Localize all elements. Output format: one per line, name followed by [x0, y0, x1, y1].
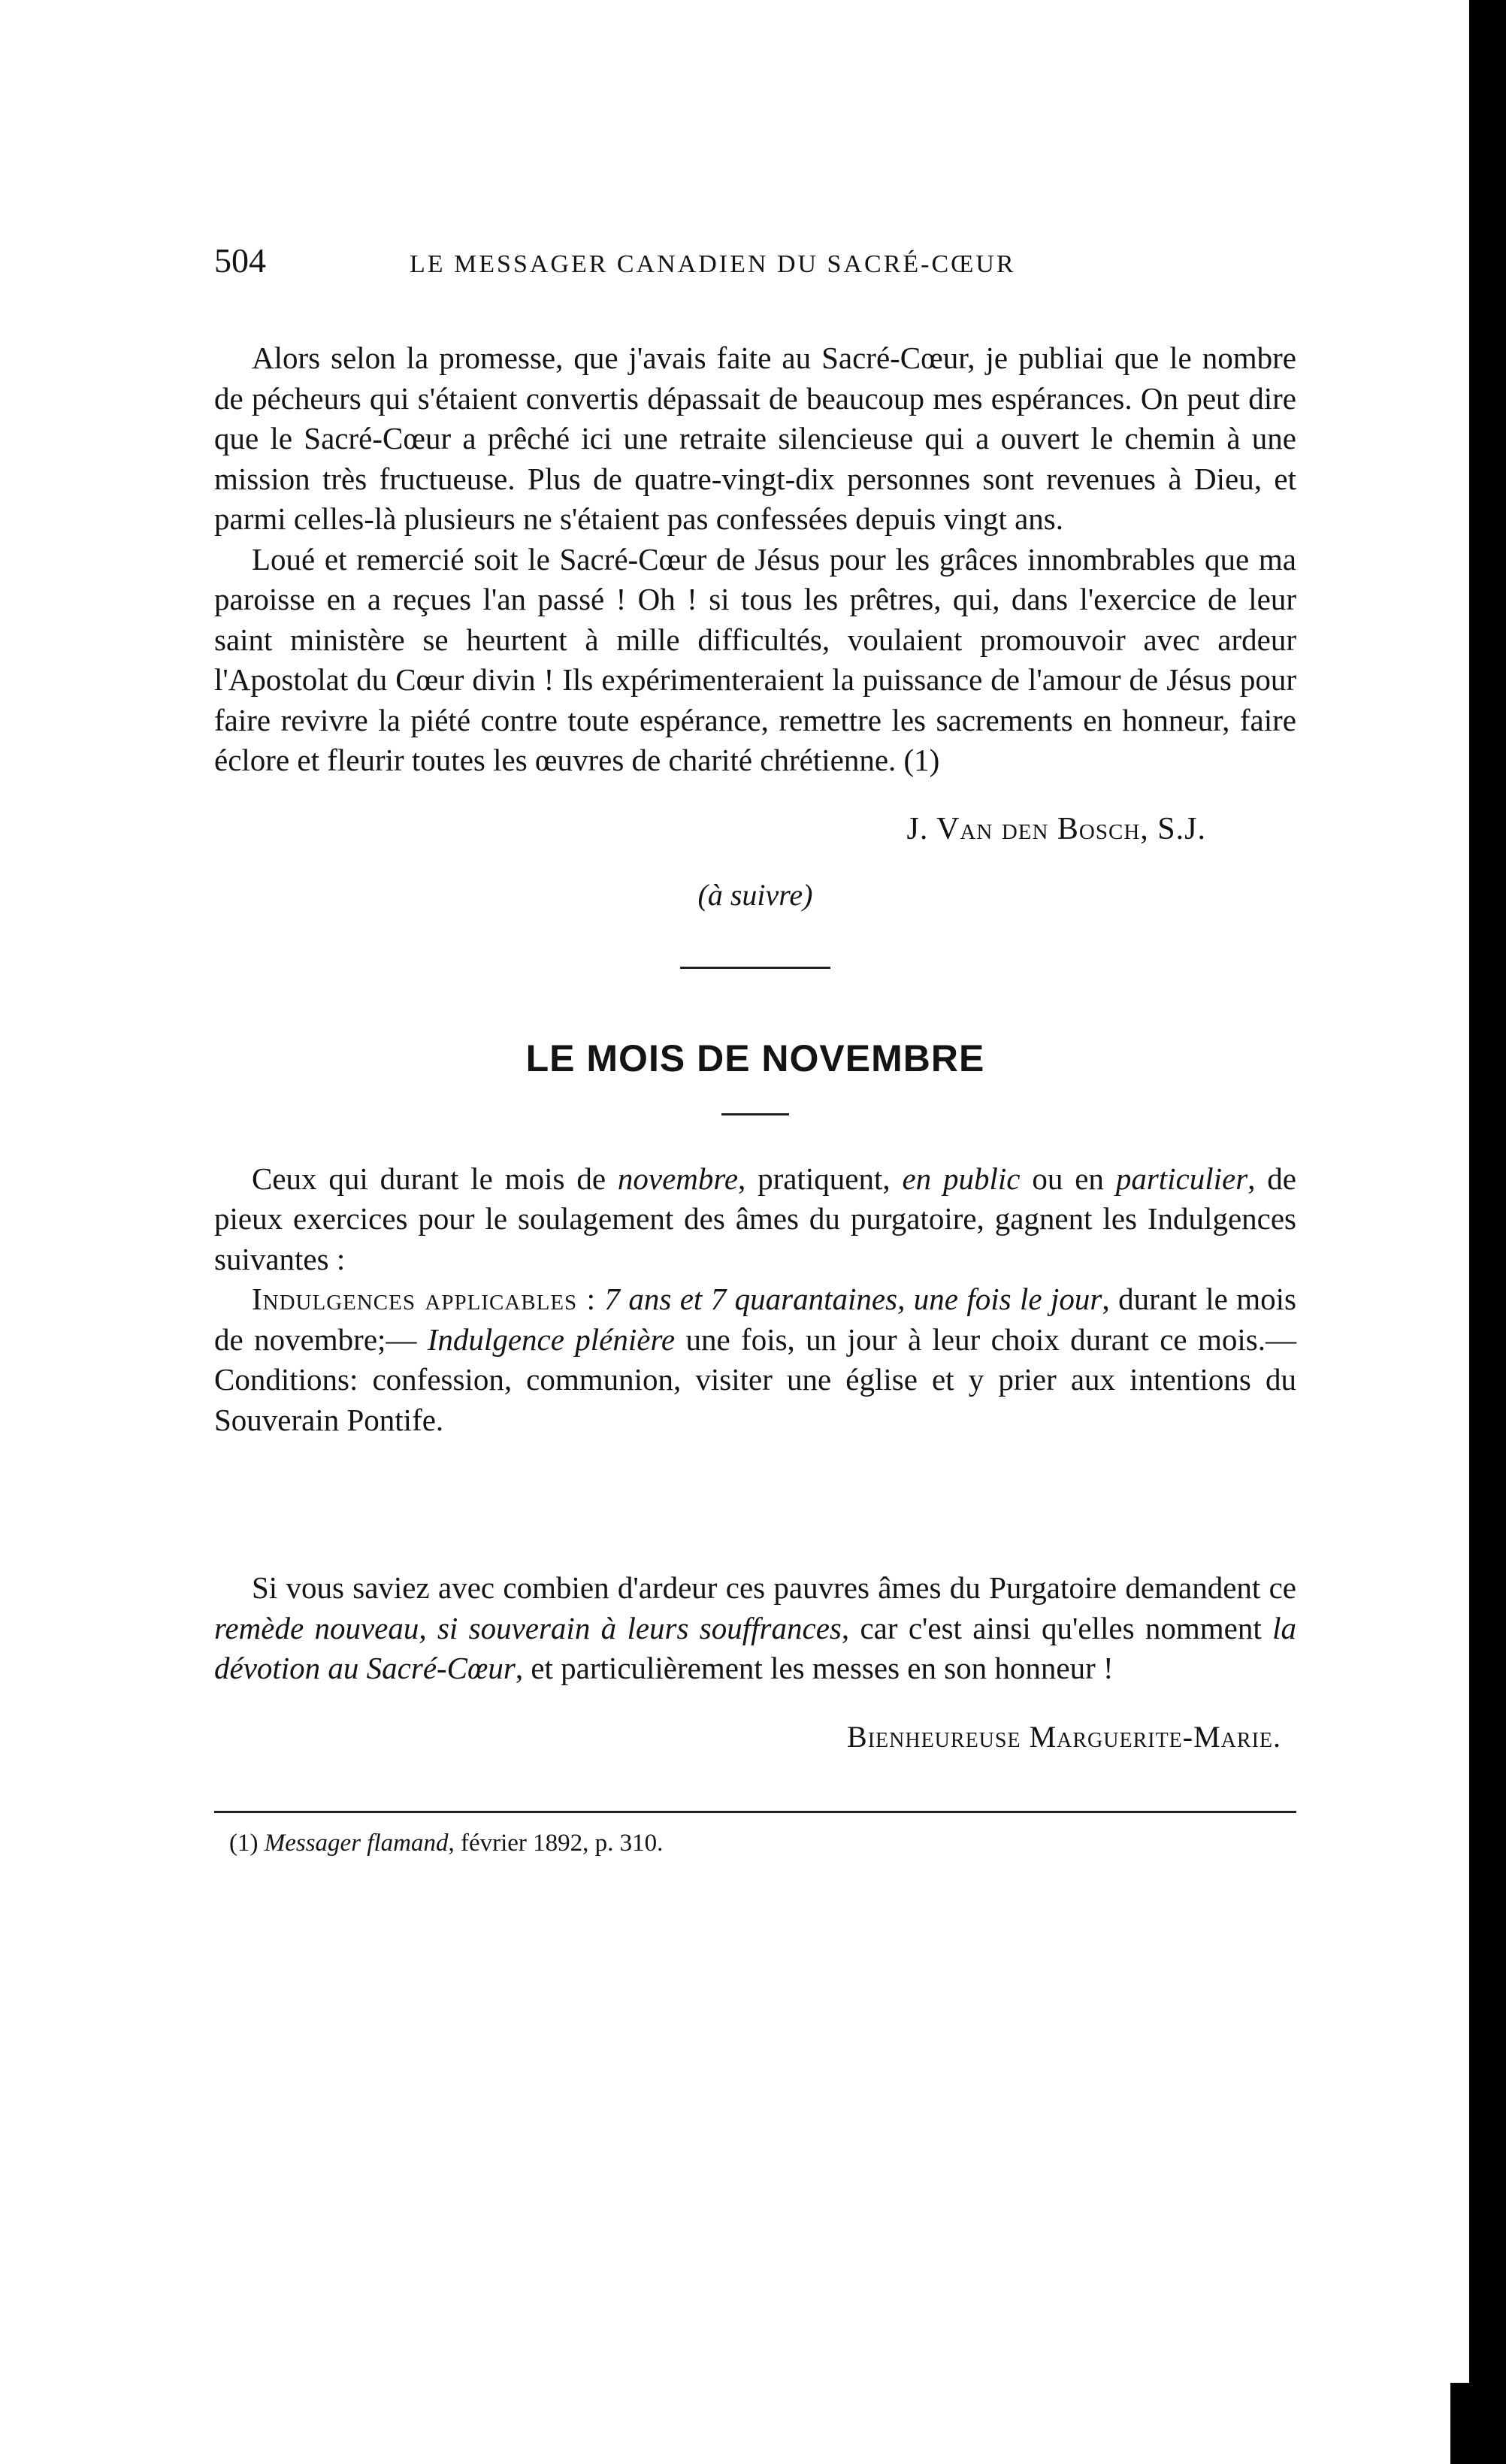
book-spine-corner	[1450, 2383, 1506, 2464]
footnote-divider	[214, 1811, 1296, 1813]
page-number: 504	[214, 241, 266, 280]
indulgence-intro: Ceux qui durant le mois de novembre, pratiquent, en public ou en particulier, de pieux exercices pour le soulagement des âmes du purgatoire, gagnent les Indulgences suivantes :	[214, 1161, 1296, 1276]
quote-block	[214, 1568, 1296, 1754]
quote-attribution: Bienheureuse Marguerite-Marie.	[847, 1719, 1281, 1754]
book-spine-shadow	[1469, 0, 1506, 2464]
section-body	[214, 1159, 1296, 1441]
quote-text: Si vous saviez avec combien d'ardeur ces pauvres âmes du Purgatoire demandent ce remède nouveau, si souverain à leurs souffrances, car c'est ainsi qu'elles nomment la dévotion au Sacré-Cœur, et particulièrement les messes en son honneur !	[214, 1570, 1296, 1685]
indulgence-label: Indulgences applicables :	[252, 1282, 596, 1316]
article-signature: J. Van den Bosch, S.J.	[906, 811, 1206, 846]
article-paragraph-2: Loué et remercié soit le Sacré-Cœur de Jésus pour les grâces innombrables que ma paroisse en a reçues l'an passé ! Oh ! si tous les prêtres, qui, dans l'exercice de leur saint ministère se heurtent à mille difficultés, voulaient promouvoir avec ardeur l'Apostolat du Cœur divin ! Ils expérimenteraient la puissance de l'amour de Jésus pour faire revivre la piété contre toute espérance, remettre les sacrements en honneur, faire éclore et fleurir toutes les œuvres de charité chrétienne. (1)	[214, 541, 1296, 777]
continuation-note: (à suivre)	[697, 877, 813, 912]
article-body	[214, 338, 1296, 913]
section-title: LE MOIS DE NOVEMBRE	[525, 1037, 985, 1079]
article-paragraph-1: Alors selon la promesse, que j'avais faite au Sacré-Cœur, je publiai que le nombre de pécheurs qui s'étaient convertis dépassait de beaucoup mes espérances. On peut dire que le Sacré-Cœur a prêché ici une retraite silencieuse qui a ouvert le chemin à une mission très fructueuse. Plus de quatre-vingt-dix personnes sont revenues à Dieu, et parmi celles-là plusieurs ne s'étaient pas confessées depuis vingt ans.	[214, 341, 1296, 536]
footnote: (1) Messager flamand, février 1892, p. 310.	[229, 1829, 664, 1857]
journal-title: LE MESSAGER CANADIEN DU SACRÉ-CŒUR	[410, 250, 1016, 278]
indulgence-list: Indulgences applicables : 7 ans et 7 quarantaines, une fois le jour, durant le mois de novembre;— Indulgence plénière une fois, un jour à leur choix durant ce mois.—Conditions: confession, communion, visiter une église et y prier aux intentions du Souverain Pontife.	[214, 1282, 1296, 1437]
title-underline	[721, 1113, 789, 1115]
running-head	[214, 241, 1296, 286]
section-divider	[680, 967, 830, 969]
book-page	[214, 241, 1296, 1857]
